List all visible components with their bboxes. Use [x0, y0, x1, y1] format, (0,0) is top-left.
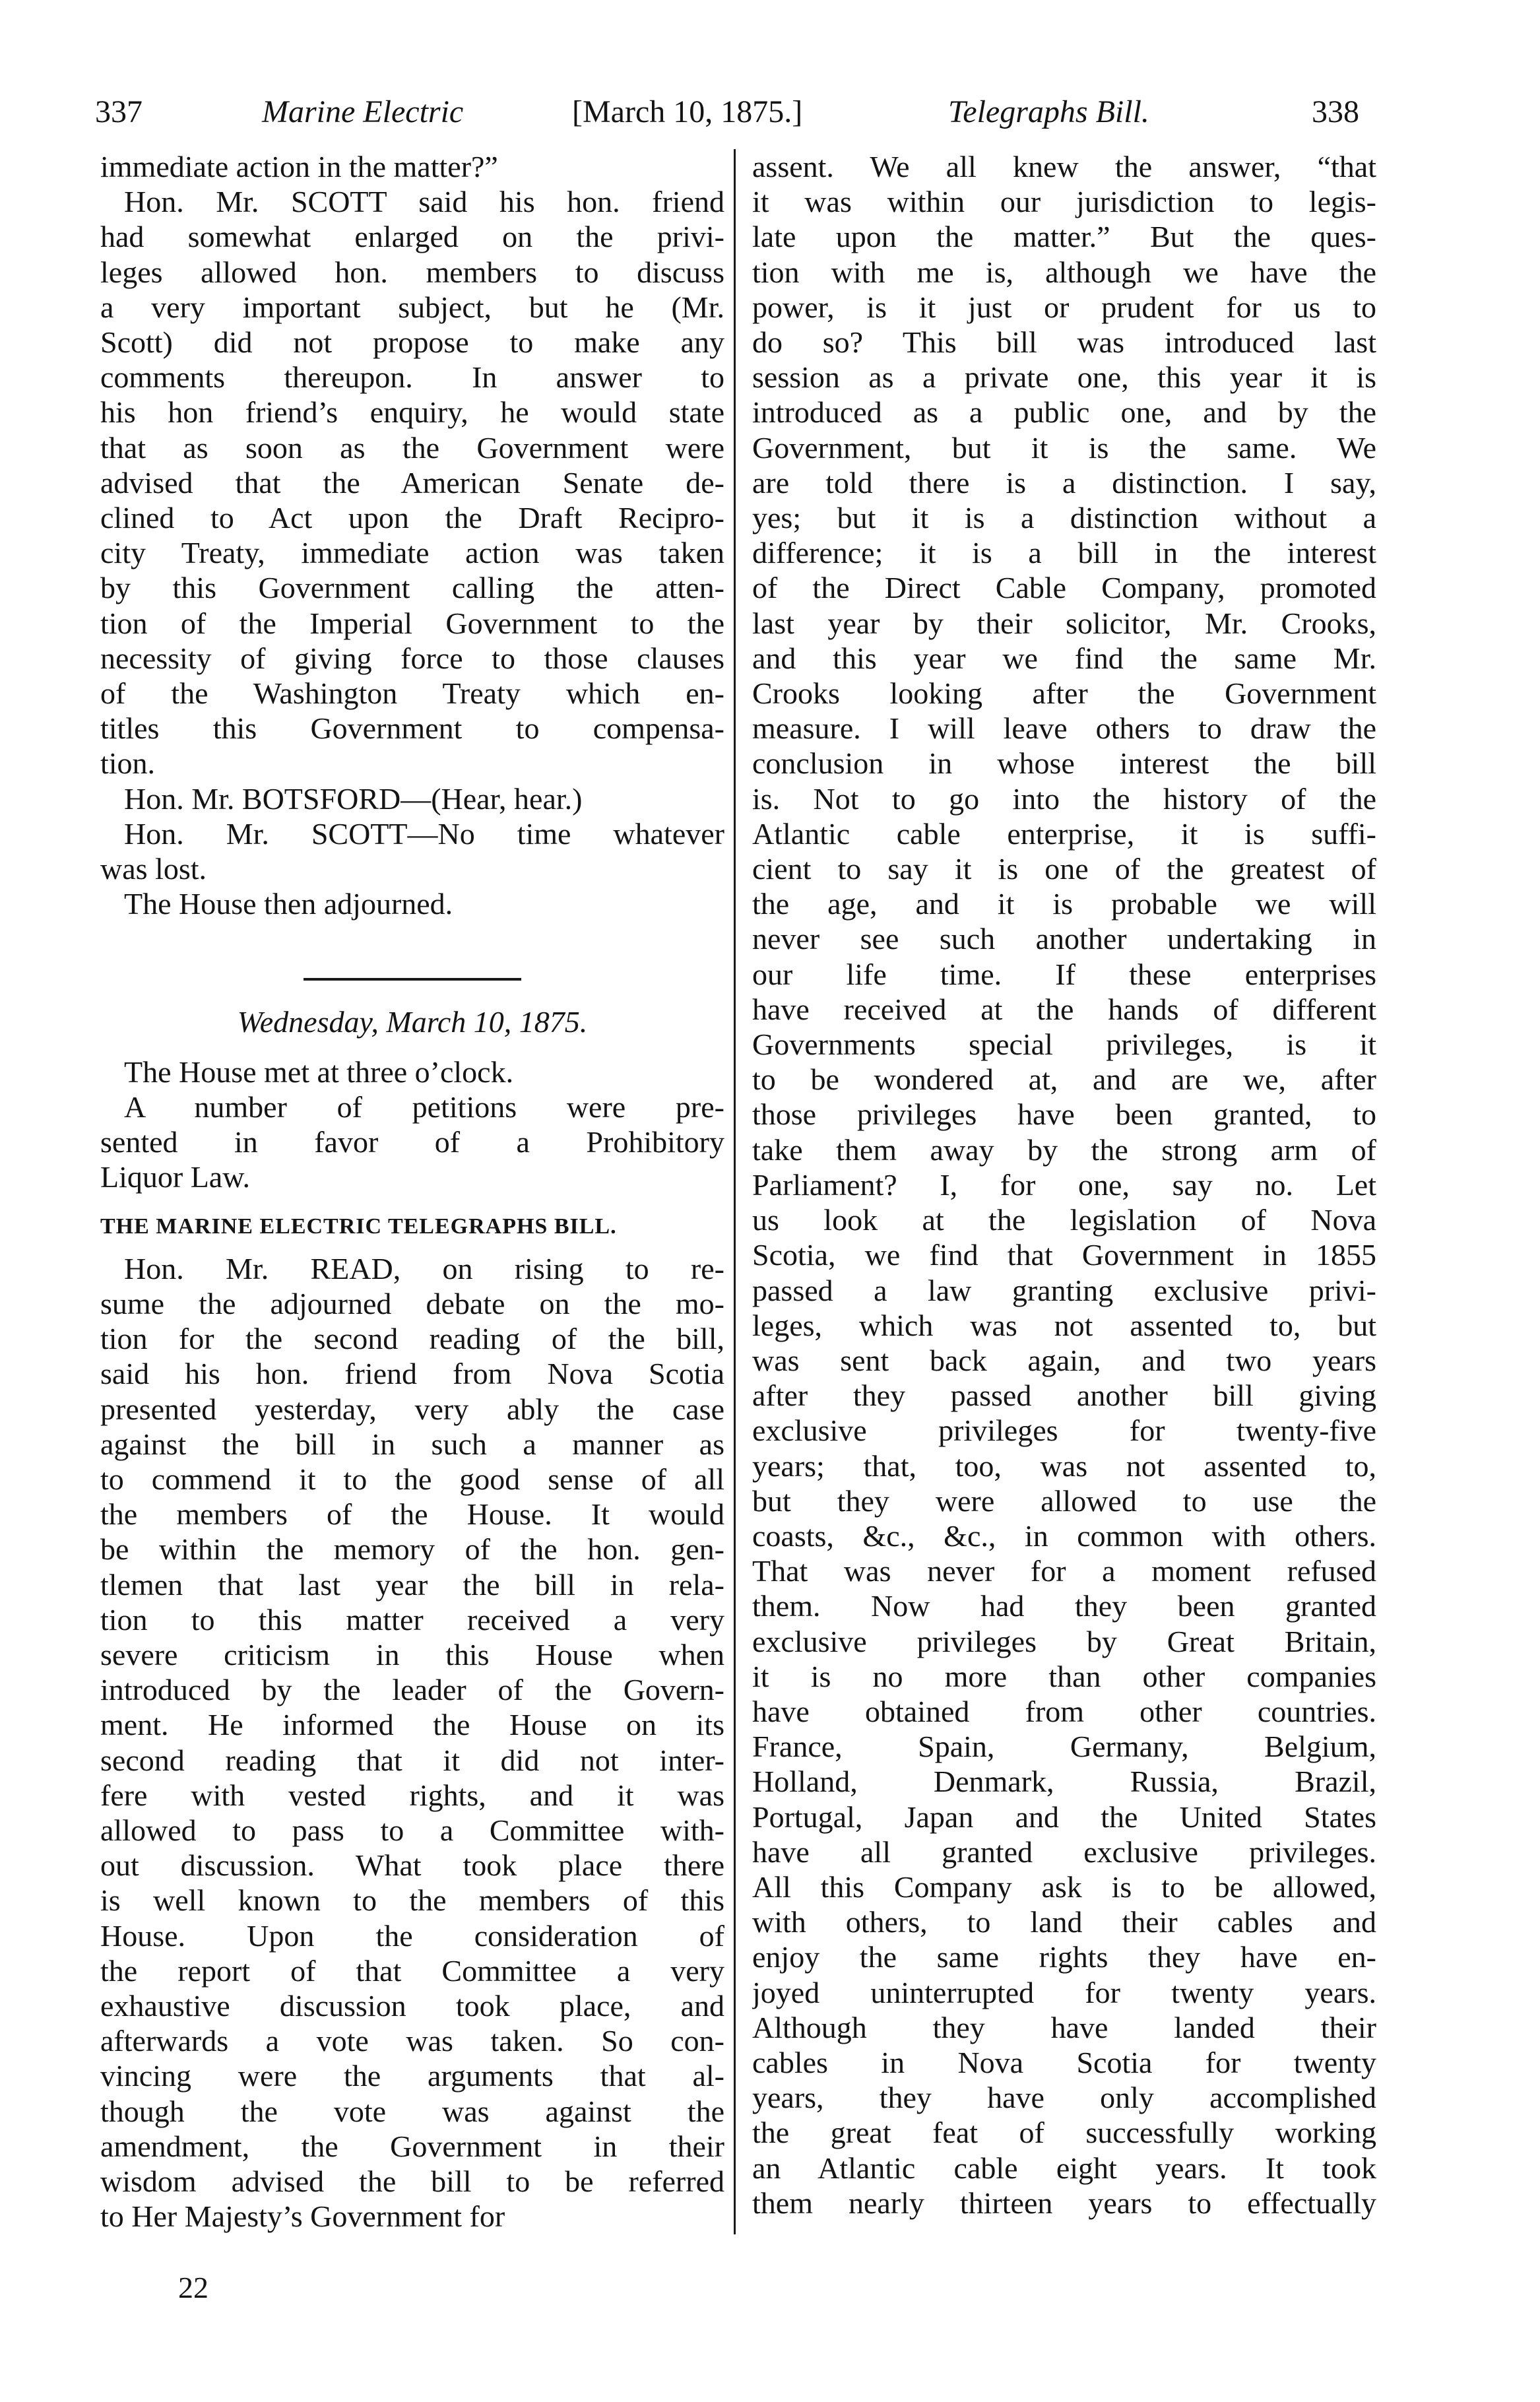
- paragraph-scott-reply: [100, 184, 724, 781]
- text-line: have all granted exclusive privileges.: [752, 1834, 1376, 1869]
- text-line: it is no more than other companies: [752, 1659, 1376, 1693]
- text-line: us look at the legislation of Nova: [752, 1203, 1376, 1237]
- text-line: Crooks looking after the Government: [752, 676, 1376, 711]
- text-line: yes; but it is a distinction without a: [752, 501, 1376, 535]
- page-number-right: 338: [1312, 94, 1359, 129]
- text-line: do so? This bill was introduced last: [752, 325, 1376, 360]
- text-line: The House met at three o’clock.: [124, 1055, 514, 1089]
- text-line: a very important subject, but he (Mr.: [100, 290, 724, 324]
- text-line: Holland, Denmark, Russia, Brazil,: [752, 1765, 1376, 1799]
- text-line: advised that the American Senate de-: [100, 465, 724, 500]
- text-line: cient to say it is one of the greatest of: [752, 852, 1376, 886]
- page-header: [95, 94, 1359, 140]
- text-line: is well known to the members of this: [100, 1883, 724, 1918]
- paragraph-read-continued: [752, 149, 1376, 2221]
- spacer: [100, 1040, 724, 1055]
- paragraph-petitions: [100, 1089, 724, 1195]
- text-line: tlemen that last year the bill in rela-: [100, 1567, 724, 1602]
- text-line: afterwards a vote was taken. So con-: [100, 2024, 724, 2058]
- text-line: The House then adjourned.: [124, 887, 453, 921]
- text-line: immediate action in the matter?”: [100, 150, 498, 183]
- text-line: had somewhat enlarged on the privi-: [100, 220, 724, 254]
- page-number-left: 337: [95, 94, 143, 129]
- text-line: have obtained from other countries.: [752, 1694, 1376, 1728]
- text-line: the age, and it is probable we will: [752, 887, 1376, 921]
- text-line: late upon the matter.” But the ques-: [752, 220, 1376, 254]
- text-line: sented in favor of a Prohibitory: [100, 1125, 724, 1159]
- text-line: enjoy the same rights they have en-: [752, 1940, 1376, 1974]
- text-line: France, Spain, Germany, Belgium,: [752, 1730, 1376, 1764]
- text-line: to commend it to the good sense of all: [100, 1462, 724, 1496]
- text-line: fere with vested rights, and it was: [100, 1778, 724, 1812]
- text-line: those privileges have been granted, to: [752, 1097, 1376, 1132]
- text-line: House. Upon the consideration of: [100, 1918, 724, 1953]
- text-line: is. Not to go into the history of the: [752, 781, 1376, 816]
- text-line: measure. I will leave others to draw the: [752, 711, 1376, 746]
- text-line: exhaustive discussion took place, and: [100, 1988, 724, 2023]
- text-line: coasts, &c., &c., in common with others.: [752, 1518, 1376, 1553]
- text-line: by this Government calling the atten-: [100, 571, 724, 605]
- text-line: Governments special privileges, is it: [752, 1027, 1376, 1062]
- text-line: them. Now had they been granted: [752, 1589, 1376, 1623]
- text-line: ment. He informed the House on its: [100, 1708, 724, 1742]
- text-line: passed a law granting exclusive privi-: [752, 1273, 1376, 1307]
- text-line: second reading that it did not inter-: [100, 1743, 724, 1777]
- text-line: wisdom advised the bill to be referred: [100, 2164, 724, 2198]
- text-line: cables in Nova Scotia for twenty: [752, 2045, 1376, 2079]
- text-line: of the Direct Cable Company, promoted: [752, 571, 1376, 605]
- text-line: vincing were the arguments that al-: [100, 2059, 724, 2093]
- text-line: said his hon. friend from Nova Scotia: [100, 1357, 724, 1391]
- text-line: tion.: [100, 746, 156, 781]
- text-line: exclusive privileges by Great Britain,: [752, 1624, 1376, 1658]
- text-line: difference; it is a bill in the interest: [752, 536, 1376, 570]
- text-line: Scott) did not propose to make any: [100, 325, 724, 360]
- text-line: presented yesterday, very ably the case: [100, 1392, 724, 1426]
- text-line: amendment, the Government in their: [100, 2129, 724, 2163]
- text-line: Hon. Mr. READ, on rising to re-: [124, 1251, 724, 1285]
- text-line: Scotia, we find that Government in 1855: [752, 1238, 1376, 1272]
- running-title-right: Telegraphs Bill.: [948, 94, 1149, 129]
- text-line: power, is it just or prudent for us to: [752, 290, 1376, 324]
- text-line: with others, to land their cables and: [752, 1905, 1376, 1939]
- text-line: Hon. Mr. SCOTT—No time whatever: [124, 816, 724, 851]
- text-line: titles this Government to compensa-: [100, 711, 724, 746]
- text-line: That was never for a moment refused: [752, 1554, 1376, 1588]
- left-column: [100, 149, 724, 2267]
- text-line: comments thereupon. In answer to: [100, 360, 724, 395]
- text-line: them nearly thirteen years to effectually: [752, 2186, 1376, 2220]
- text-line: A number of petitions were pre-: [124, 1089, 724, 1124]
- signature-mark: 22: [178, 2271, 209, 2304]
- text-line: allowed to pass to a Committee with-: [100, 1813, 724, 1847]
- text-line: conclusion in whose interest the bill: [752, 746, 1376, 781]
- text-line: take them away by the strong arm of: [752, 1132, 1376, 1167]
- text-line: clined to Act upon the Draft Recipro-: [100, 501, 724, 535]
- text-line: his hon friend’s enquiry, he would state: [100, 395, 724, 430]
- text-line: tion for the second reading of the bill,: [100, 1322, 724, 1356]
- right-column: [752, 149, 1376, 2267]
- text-line: Portugal, Japan and the United States: [752, 1800, 1376, 1834]
- text-line: it was within our jurisdiction to legis-: [752, 185, 1376, 219]
- bill-heading: THE MARINE ELECTRIC TELEGRAPHS BILL.: [100, 1214, 617, 1239]
- header-date: [March 10, 1875.]: [572, 94, 803, 129]
- text-line: severe criticism in this House when: [100, 1637, 724, 1672]
- text-line: was lost.: [100, 852, 207, 886]
- text-line: out discussion. What took place there: [100, 1848, 724, 1883]
- text-line: of the Washington Treaty which en-: [100, 676, 724, 711]
- text-line: that as soon as the Government were: [100, 430, 724, 465]
- text-line: the report of that Committee a very: [100, 1953, 724, 1988]
- text-line: and this year we find the same Mr.: [752, 641, 1376, 675]
- text-line: leges, which was not assented to, but: [752, 1308, 1376, 1342]
- text-line: Hon. Mr. SCOTT said his hon. friend: [124, 185, 724, 219]
- paragraph-matter: [100, 149, 724, 184]
- text-line: years; that, too, was not assented to,: [752, 1448, 1376, 1483]
- text-line: session as a private one, this year it is: [752, 360, 1376, 395]
- column-divider: [734, 149, 736, 2234]
- text-line: after they passed another bill giving: [752, 1379, 1376, 1413]
- text-line: city Treaty, immediate action was taken: [100, 536, 724, 570]
- text-line: tion with me is, although we have the: [752, 255, 1376, 289]
- text-line: Although they have landed their: [752, 2010, 1376, 2044]
- text-line: be within the memory of the hon. gen-: [100, 1532, 724, 1567]
- paragraph-scott-no-time: [100, 816, 724, 886]
- text-line: was sent back again, and two years: [752, 1343, 1376, 1377]
- text-line: necessity of giving force to those clauses: [100, 641, 724, 675]
- running-title-left: Marine Electric: [262, 94, 464, 129]
- text-line: tion to this matter received a very: [100, 1602, 724, 1637]
- text-line: Liquor Law.: [100, 1160, 250, 1194]
- text-line: but they were allowed to use the: [752, 1483, 1376, 1518]
- text-line: Parliament? I, for one, say no. Let: [752, 1167, 1376, 1202]
- text-line: our life time. If these enterprises: [752, 957, 1376, 991]
- text-line: against the bill in such a manner as: [100, 1427, 724, 1461]
- text-line: exclusive privileges for twenty-five: [752, 1413, 1376, 1448]
- text-line: last year by their solicitor, Mr. Crooks,: [752, 606, 1376, 640]
- text-line: Atlantic cable enterprise, it is suffi-: [752, 816, 1376, 851]
- text-line: to be wondered at, and are we, after: [752, 1062, 1376, 1097]
- text-line: leges allowed hon. members to discuss: [100, 255, 724, 289]
- text-line: assent. We all knew the answer, “that: [752, 150, 1376, 183]
- paragraph-botsford: [100, 781, 724, 816]
- text-line: Government, but it is the same. We: [752, 430, 1376, 465]
- text-line: introduced by the leader of the Govern-: [100, 1673, 724, 1707]
- text-line: to Her Majesty’s Government for: [100, 2199, 505, 2234]
- paragraph-house-met: [100, 1055, 724, 1089]
- text-line: Hon. Mr. BOTSFORD—(Hear, hear.): [124, 781, 583, 816]
- text-line: sume the adjourned debate on the mo-: [100, 1286, 724, 1320]
- text-line: are told there is a distinction. I say,: [752, 465, 1376, 500]
- paragraph-adjourned: [100, 886, 724, 921]
- text-line: All this Company ask is to be allowed,: [752, 1869, 1376, 1904]
- text-line: tion of the Imperial Government to the: [100, 606, 724, 640]
- text-line: have received at the hands of different: [752, 992, 1376, 1026]
- paragraph-read-speech: [100, 1251, 724, 2234]
- text-line: introduced as a public one, and by the: [752, 395, 1376, 430]
- text-line: never see such another undertaking in: [752, 922, 1376, 956]
- text-line: the members of the House. It would: [100, 1497, 724, 1532]
- text-line: an Atlantic cable eight years. It took: [752, 2151, 1376, 2185]
- text-line: years, they have only accomplished: [752, 2081, 1376, 2115]
- text-line: though the vote was against the: [100, 2094, 724, 2128]
- text-line: the great feat of successfully working: [752, 2116, 1376, 2150]
- date-heading: Wednesday, March 10, 1875.: [237, 1005, 588, 1039]
- text-line: joyed uninterrupted for twenty years.: [752, 1975, 1376, 2009]
- section-divider: [304, 978, 521, 981]
